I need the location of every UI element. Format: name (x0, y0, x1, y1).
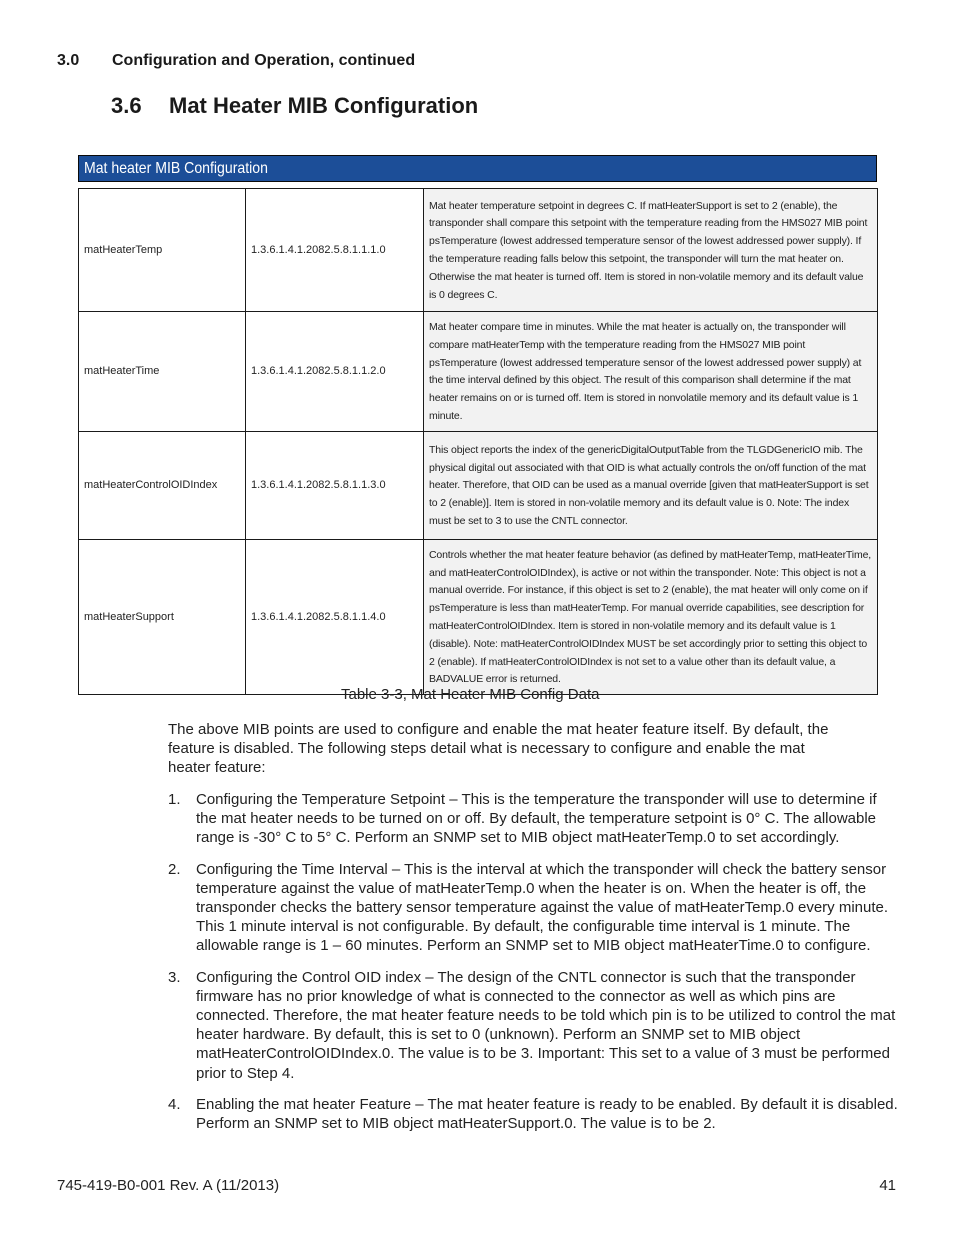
page-title (111, 93, 478, 119)
section-number: 3.0 (57, 52, 80, 69)
table-row (79, 431, 878, 539)
steps-list (168, 790, 898, 1145)
table-row (79, 312, 878, 432)
mib-oid-cell: 1.3.6.1.4.1.2082.5.8.1.1.2.0 (246, 312, 424, 432)
footer-page-number: 41 (879, 1177, 896, 1194)
footer-doc-id: 745-419-B0-001 Rev. A (11/2013) (57, 1177, 280, 1194)
step-text: Configuring the Time Interval – This is the interval at which the transponder will check the battery sensor temperature against the value of matHeaterTemp.0 when the heater is on. When the heater is off, the transponder checks the battery sensor temperature against the value of matHeaterTemp.0 every minute. This 1 minute interval is not configurable. By default, the configurable time interval is 1 minute. The allowable range is 1 – 60 minutes. Perform an SNMP set to MIB object matHeaterTime.0 to configure. (196, 860, 889, 955)
step-text: Configuring the Control OID index – The design of the CNTL connector is such that the transponder firmware has no prior knowledge of what is connected to the connector as well as which pins are connected. Therefore, the mat heater feature needs to be told which pin is to be utilized to control the mat heater hardware. By default, this is set to 0 (unknown). Perform an SNMP set to MIB object matHeaterControlOIDIndex.0. The value is to be 3. Important: This set to a value of 3 must be performed prior to Step 4. (196, 968, 896, 1082)
mib-description-cell: Mat heater temperature setpoint in degrees C. If matHeaterSupport is set to 2 (enable), the transponder shall compare this setpoint with the temperature reading from the HMS027 MIB point psTemperature (lowest addressed temperature sensor of the lowest addressed power supply). If the temperature reading falls below this setpoint, the transponder will turn the mat heater on. Otherwise the mat heater is turned off. Item is stored in non-volatile memory and its default value is 0 degrees C. (424, 189, 878, 312)
mib-oid-cell: 1.3.6.1.4.1.2082.5.8.1.1.4.0 (246, 539, 424, 694)
mib-description-cell: Controls whether the mat heater feature behavior (as defined by matHeaterTemp, matHeaterTime, and matHeaterControlOIDIndex), is active or not within the transponder. Note: This object is not a manual override. For instance, if this object is set to 2 (enable), the mat heater will only come on if psTemperature is less than matHeaterTemp. For manual override capabilities, see description for matHeaterControlOIDIndex. Item is stored in non-volatile memory and its default value is 1 (disable). Note: matHeaterControlOIDIndex MUST be set accordingly prior to setting this object to 2 (enable). If matHeaterControlOIDIndex is not set to a value other than its default value, a BADVALUE error is returned. (424, 539, 878, 694)
table-banner (78, 155, 877, 182)
step-number: 3. (168, 968, 181, 986)
section-title: Configuration and Operation, continued (112, 52, 416, 69)
table-banner-text: Mat heater MIB Configuration (84, 160, 268, 177)
step-number: 1. (168, 791, 181, 808)
step-text: Configuring the Temperature Setpoint – This is the temperature the transponder will use to determine if the mat heater needs to be turned on or off. By default, the temperature setpoint is 0° C. The allowable range is -30° C to 5° C. Perform an SNMP set to MIB object matHeaterTemp.0 to set accordingly. (196, 791, 877, 847)
mib-name-cell: matHeaterTime (79, 312, 246, 432)
list-item (168, 968, 898, 1083)
page-title-text: Mat Heater MIB Configuration (169, 93, 479, 118)
mib-description-cell: Mat heater compare time in minutes. While the mat heater is actually on, the transponder will compare matHeaterTemp with the temperature reading from the HMS027 MIB point psTemperature (lowest addressed temperature sensor of the lowest addressed power supply) at the time interval defined by this object. The result of this comparison shall determine if the mat heater remains on or is turned off. Item is stored in nonvolatile memory and its default value is 1 minute. (424, 312, 878, 432)
mib-oid-cell: 1.3.6.1.4.1.2082.5.8.1.1.3.0 (246, 431, 424, 539)
page-title-number: 3.6 (111, 93, 142, 118)
mib-name-cell: matHeaterControlOIDIndex (79, 431, 246, 539)
mib-name-cell: matHeaterTemp (79, 189, 246, 312)
list-item (168, 790, 898, 848)
table-caption: Table 3-3, Mat Heater MIB Config Data (341, 686, 600, 703)
list-item (168, 1095, 898, 1133)
step-number: 4. (168, 1095, 181, 1113)
mib-name-cell: matHeaterSupport (79, 539, 246, 694)
intro-paragraph: The above MIB points are used to configure and enable the mat heater feature itself. By default, the feature is disabled. The following steps detail what is necessary to configure and enable the mat heater feature: (168, 721, 829, 777)
list-item (168, 860, 898, 956)
step-text: Enabling the mat heater Feature – The mat heater feature is ready to be enabled. By default it is disabled. Perform an SNMP set to MIB object matHeaterSupport.0. The value is to be 2. (196, 1095, 898, 1133)
section-header (57, 52, 415, 70)
mib-description-cell: This object reports the index of the genericDigitalOutputTable from the TLGDGenericIO mib. The physical digital out associated with that OID is what actually controls the on/off function of the mat heater. Therefore, that OID can be used as a manual override [given that matHeaterSupport is set to 2 (enable)]. Item is stored in non-volatile memory and its default value is 0. Note: The index must be set to 3 to use the CNTL connector. (424, 431, 878, 539)
table-row (79, 539, 878, 694)
step-number: 2. (168, 860, 181, 878)
mib-config-table (78, 188, 878, 695)
table-row (79, 189, 878, 312)
mib-oid-cell: 1.3.6.1.4.1.2082.5.8.1.1.1.0 (246, 189, 424, 312)
